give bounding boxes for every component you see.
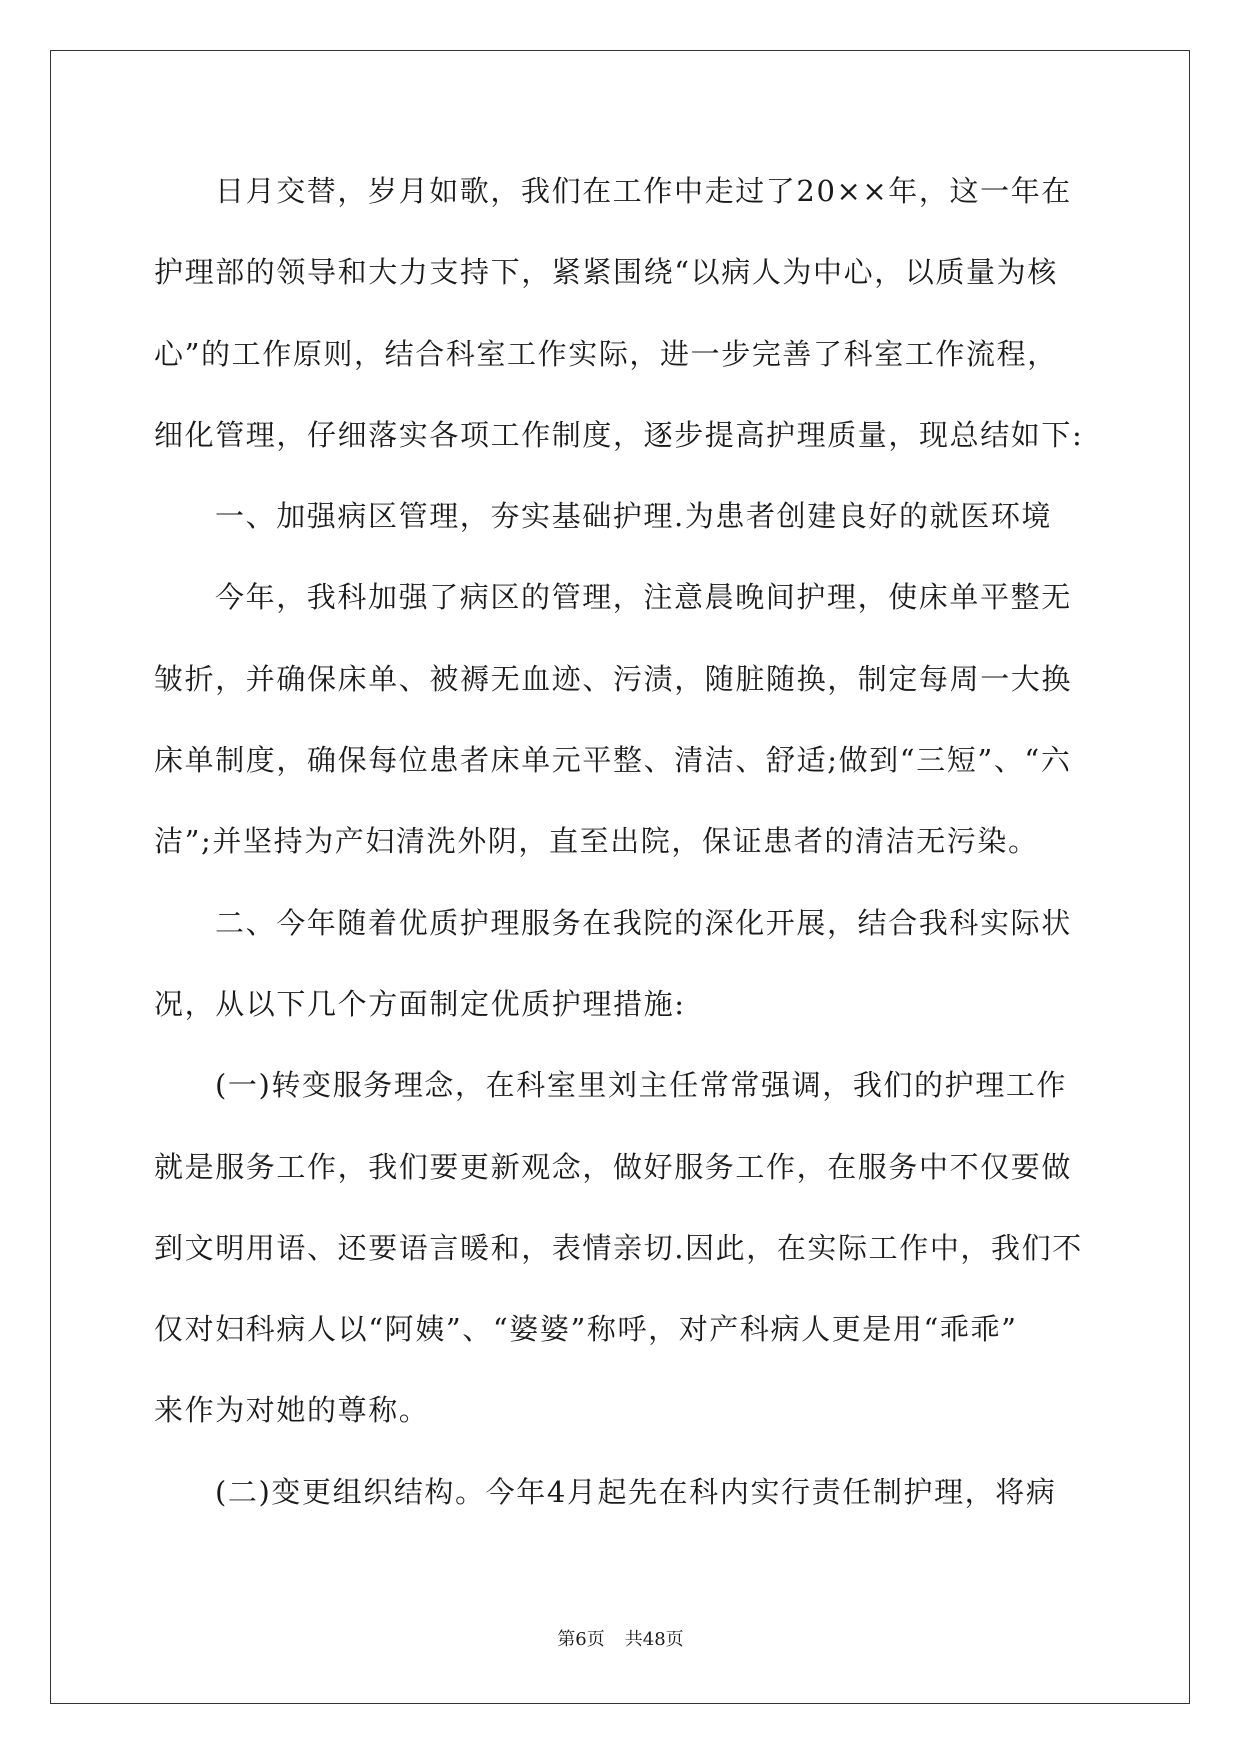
text-line: 护理部的领导和大力支持下，紧紧围绕“以病人为中心，以质量为核 xyxy=(154,255,1058,290)
text-line: 今年，我科加强了病区的管理，注意晨晚间护理，使床单平整无 xyxy=(215,580,1072,615)
text-line: 洁”;并坚持为产妇清洗外阴，直至出院，保证患者的清洁无污染。 xyxy=(154,824,1039,859)
text-line: 皱折，并确保床单、被褥无血迹、污渍，随脏随换，制定每周一大换 xyxy=(154,661,1073,696)
page-total: 共48页 xyxy=(624,1629,684,1650)
page-number: 第6页 xyxy=(557,1629,605,1650)
text-line: 心”的工作原则，结合科室工作实际，进一步完善了科室工作流程， xyxy=(154,336,1058,371)
text-line: 到文明用语、还要语言暖和，表情亲切.因此，在实际工作中，我们不 xyxy=(154,1230,1083,1265)
page-footer xyxy=(0,1625,1241,1651)
text-line: 二、今年随着优质护理服务在我院的深化开展，结合我科实际状 xyxy=(215,905,1072,940)
text-line: 就是服务工作，我们要更新观念，做好服务工作，在服务中不仅要做 xyxy=(154,1149,1073,1184)
document-body xyxy=(154,162,1094,1544)
text-line: 仅对妇科病人以“阿姨”、“婆婆”称呼，对产科病人更是用“乖乖” xyxy=(154,1312,1018,1347)
text-line: 日月交替，岁月如歌，我们在工作中走过了20××年，这一年在 xyxy=(215,174,1072,208)
text-line: 况，从以下几个方面制定优质护理措施: xyxy=(154,986,686,1021)
text-line: (二)变更组织结构。今年4月起先在科内实行责任制护理，将病 xyxy=(215,1474,1057,1509)
text-line: 一、加强病区管理，夯实基础护理.为患者创建良好的就医环境 xyxy=(215,499,1053,534)
text-line: 来作为对她的尊称。 xyxy=(154,1393,430,1428)
text-line: (一)转变服务理念，在科室里刘主任常常强调，我们的护理工作 xyxy=(215,1068,1068,1103)
text-line: 细化管理，仔细落实各项工作制度，逐步提高护理质量，现总结如下: xyxy=(154,417,1084,452)
text-line: 床单制度，确保每位患者床单元平整、清洁、舒适;做到“三短”、“六 xyxy=(154,743,1072,778)
